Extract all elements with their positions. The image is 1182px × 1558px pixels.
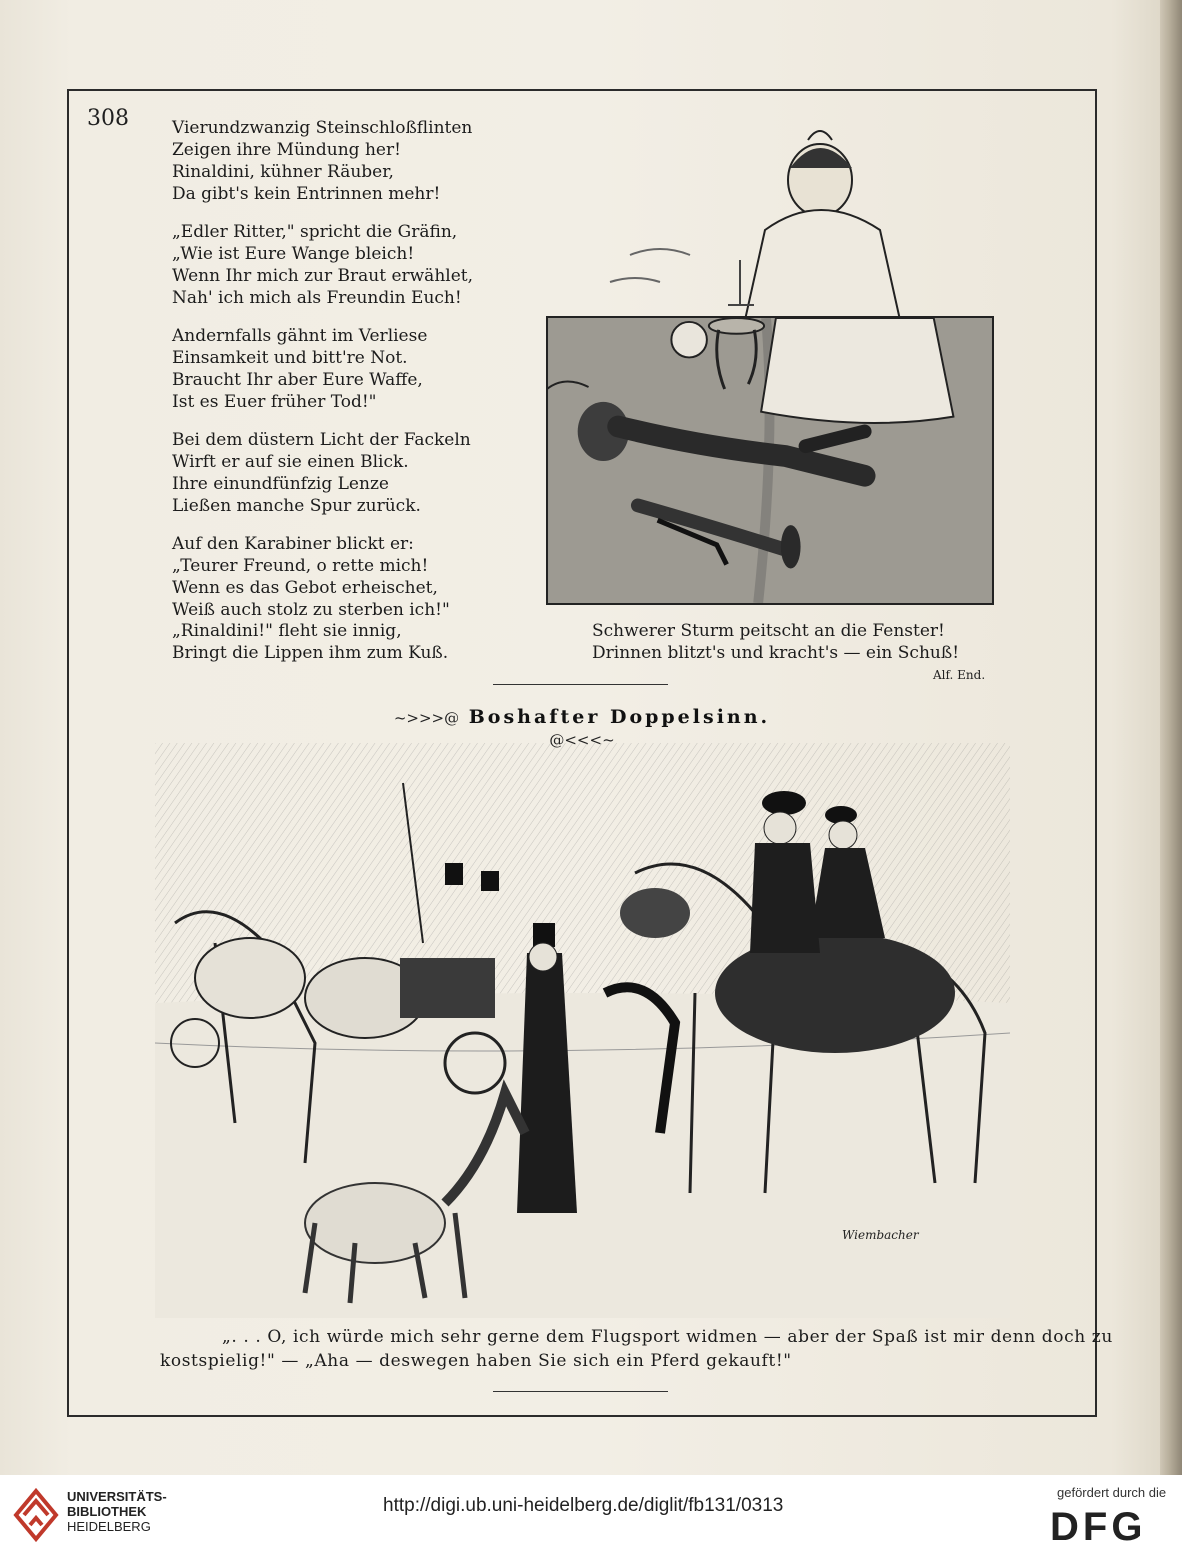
poem-line: Wirft er auf sie einen Blick. [172,452,409,472]
poem-line: Ihre einundfünfzig Lenze [172,474,389,494]
poem-line: Andernfalls gähnt im Verliese [172,326,428,346]
poem-stanza-5 [172,533,473,621]
poem-stanza-2 [172,221,473,309]
poem-line: Ließen manche Spur zurück. [172,496,421,516]
countess-illustration [590,110,1010,320]
rinaldini-cartoon [546,316,994,605]
page-edge [1160,0,1182,1475]
poem-line: Auf den Karabiner blickt er: [172,534,414,554]
poem-line: Nah' ich mich als Freundin Euch! [172,288,462,308]
artist-signature: Wiembacher [842,1228,919,1242]
final-stanza-left [172,620,448,664]
caption-line-1: „. . . O, ich würde mich sehr gerne dem Flugsport widmen — aber der Spaß ist mir denn doch zu [222,1327,1113,1347]
poem-stanza-3 [172,325,473,413]
library-name-line-1: UNIVERSITÄTS- [67,1489,167,1504]
poem-line: Bringt die Lippen ihm zum Kuß. [172,643,449,663]
ornament-left: ~>>>@ [393,709,460,727]
poem-line: Vierundzwanzig Steinschloßflinten [172,118,473,138]
poem [172,117,473,637]
library-name-line-3: HEIDELBERG [67,1519,151,1534]
poem-author: Alf. End. [933,668,986,682]
library-name-line-2: BIBLIOTHEK [67,1504,147,1519]
poem-line: „Edler Ritter," spricht die Gräfin, [172,222,458,242]
page-number: 308 [87,106,129,131]
poem-line: Weiß auch stolz zu sterben ich!" [172,600,450,620]
poem-line: „Wie ist Eure Wange bleich! [172,244,415,264]
cartoon-caption [160,1325,1113,1373]
section-divider [493,684,668,685]
final-stanza-right [592,620,959,664]
poem-line: Drinnen blitzt's und kracht's — ein Schuß! [592,643,960,663]
source-url[interactable]: http://digi.ub.uni-heidelberg.de/diglit/fb131/0313 [383,1495,784,1516]
poem-line: „Teurer Freund, o rette mich! [172,556,429,576]
poem-line: Wenn Ihr mich zur Braut erwählet, [172,266,474,286]
poem-stanza-1 [172,117,473,205]
poem-line: Braucht Ihr aber Eure Waffe, [172,370,423,390]
poem-line: Bei dem düstern Licht der Fackeln [172,430,471,450]
sponsor-label: gefördert durch die [1057,1485,1167,1500]
poem-line: Rinaldini, kühner Räuber, [172,162,394,182]
caption-line-2: kostspielig!" — „Aha — deswegen haben Sie sich ein Pferd gekauft!" [160,1351,792,1371]
poem-line: Wenn es das Gebot erheischet, [172,578,438,598]
dfg-logo: DFG [1050,1505,1147,1549]
section-title-text: Boshafter Doppelsinn. [468,706,771,728]
poem-line: Da gibt's kein Entrinnen mehr! [172,184,441,204]
library-footer [0,1475,1182,1558]
poem-line: Zeigen ihre Mündung her! [172,140,401,160]
poem-line: Schwerer Sturm peitscht an die Fenster! [592,621,945,641]
poem-line: Ist es Euer früher Tod!" [172,392,377,412]
bottom-divider [493,1391,668,1392]
ornament-right: @<<<~ [549,731,615,749]
poem-line: „Rinaldini!" fleht sie innig, [172,621,402,641]
library-name [67,1489,167,1534]
poem-stanza-4 [172,429,473,517]
poem-line: Einsamkeit und bitt're Not. [172,348,408,368]
university-library-logo-icon [12,1485,60,1543]
